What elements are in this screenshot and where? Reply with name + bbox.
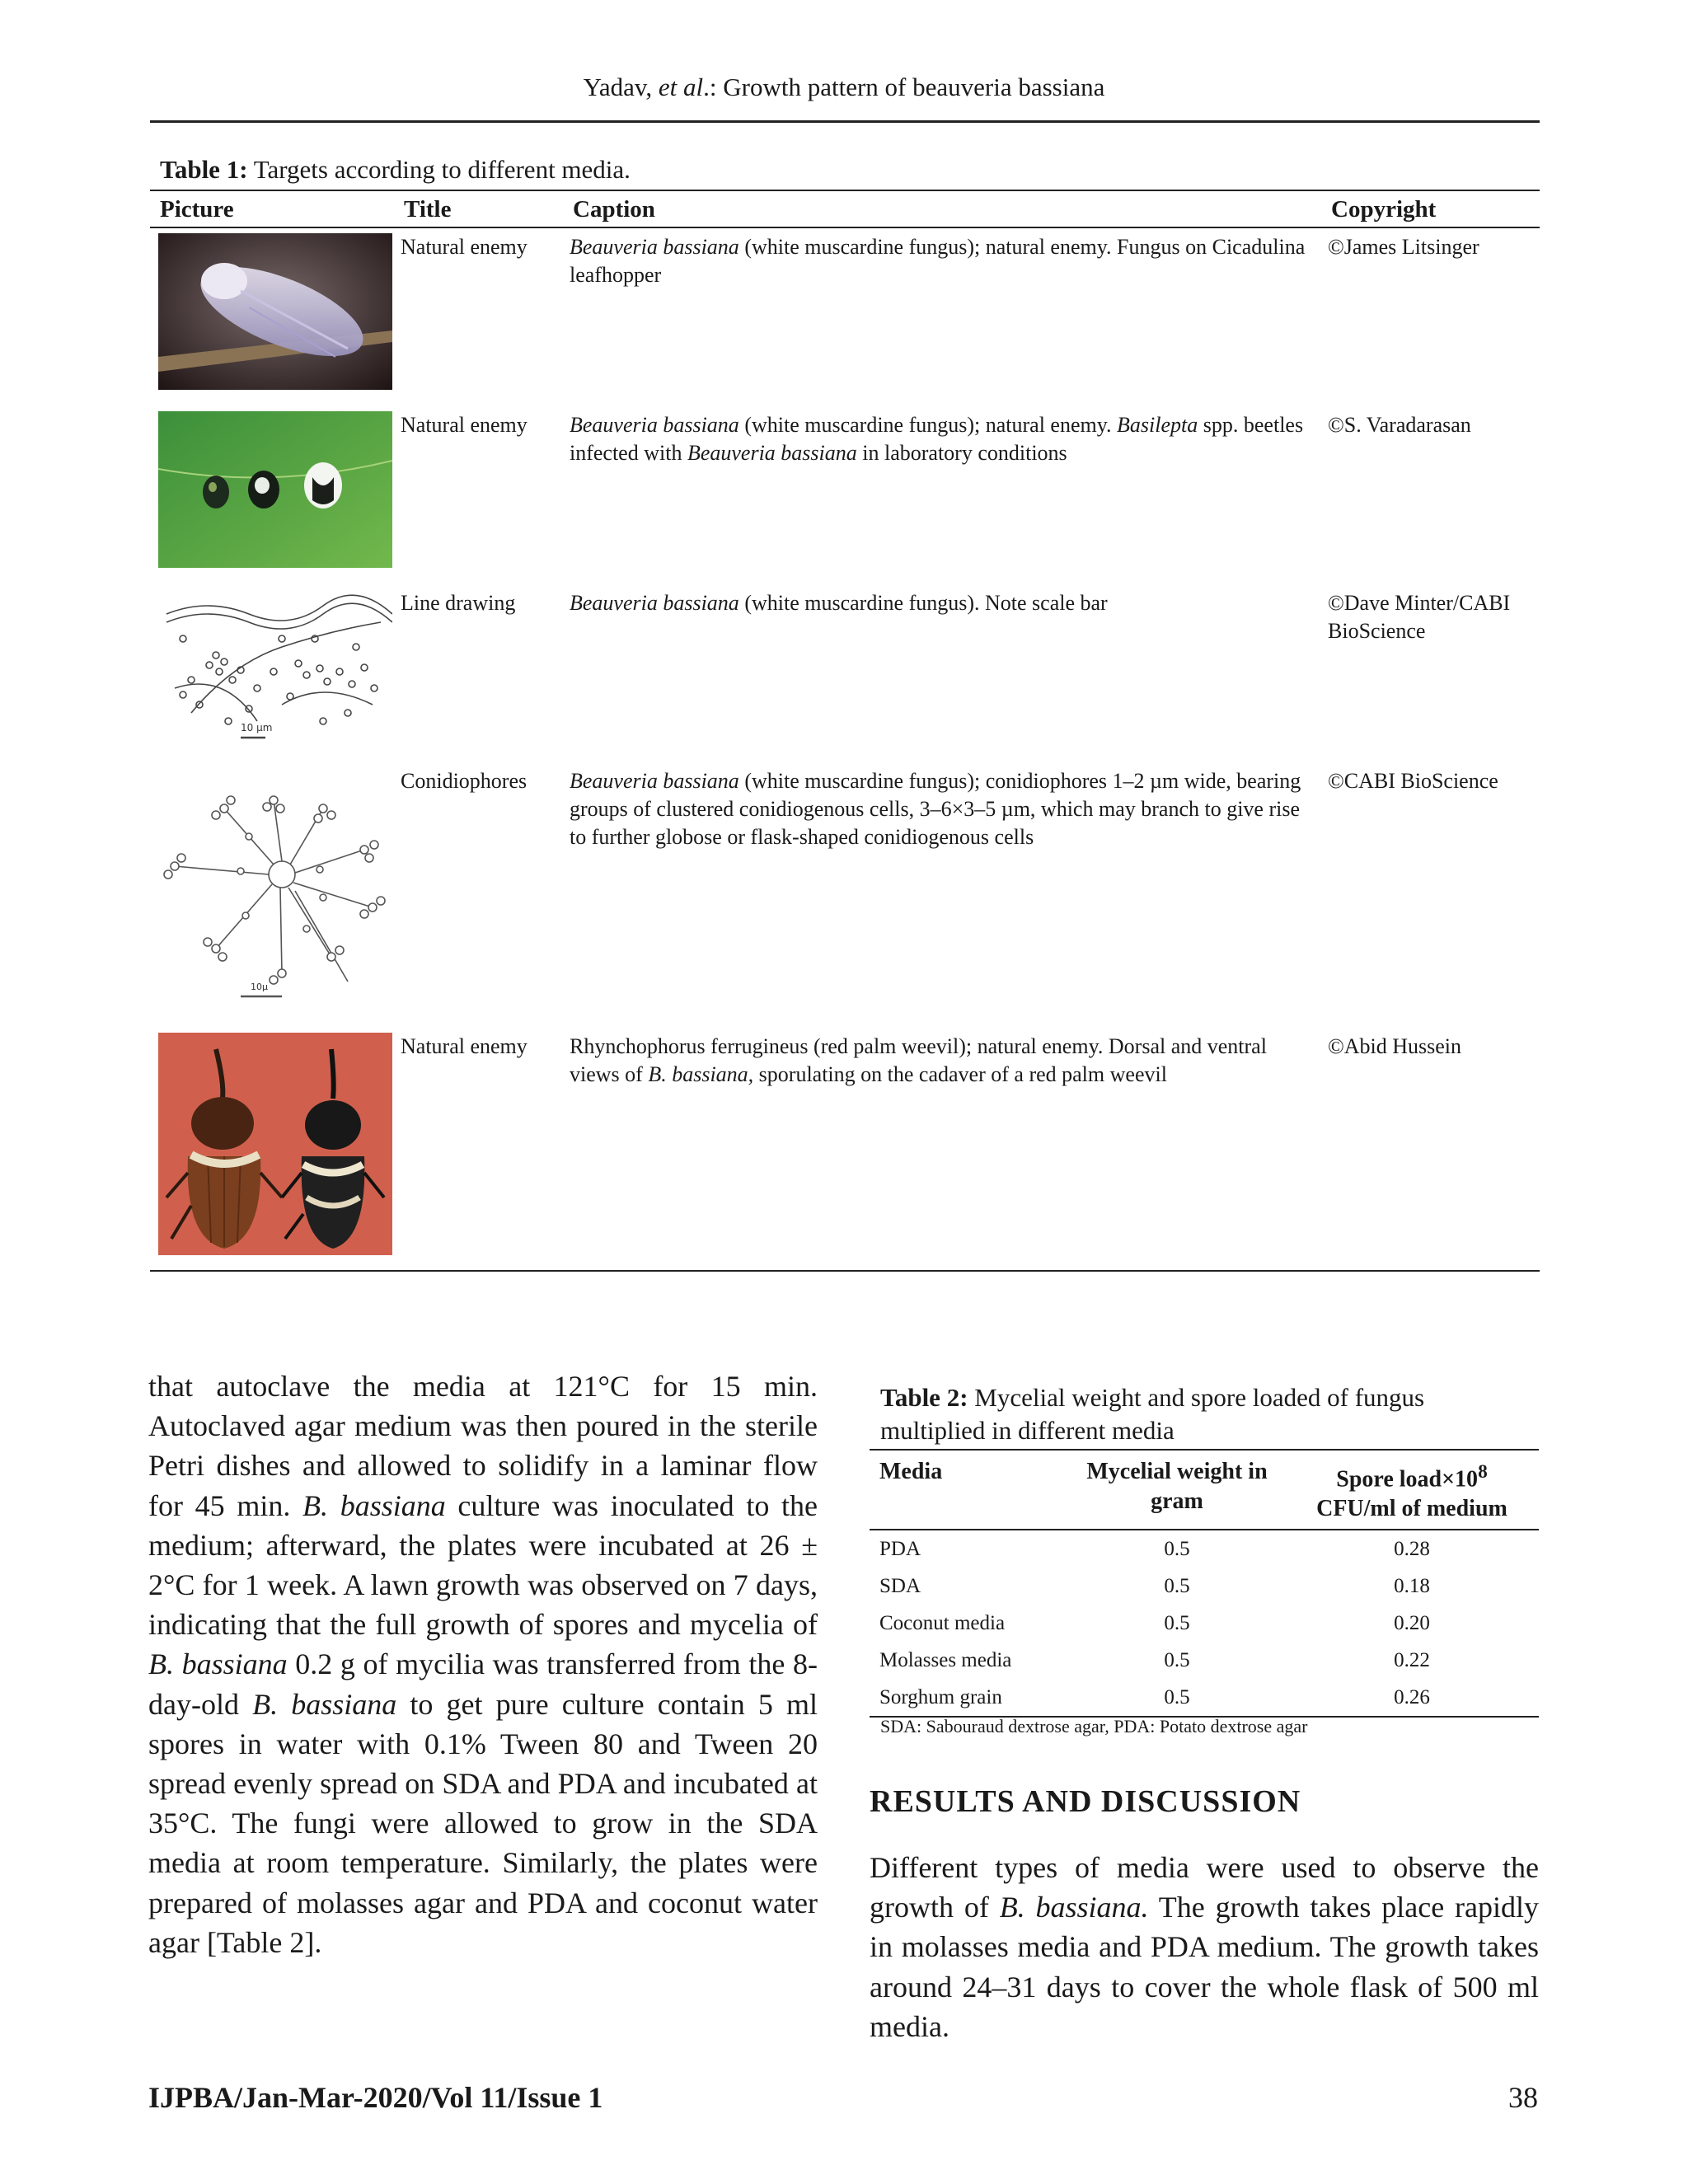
table-row [150,762,1540,1028]
weight-cell: 0.5 [1069,1679,1283,1717]
table2 [870,1449,1539,1718]
spore-cell: 0.22 [1394,1648,1430,1671]
italic-term: Beauveria bassiana [570,769,739,793]
italic-term: Beauveria bassiana [570,413,739,437]
table1-col-title: Title [394,190,563,227]
media-cell: Coconut media [879,1611,1006,1634]
table1-row-copyright: ©Abid Hussein [1321,1028,1540,1271]
conidiophores-scale-label: 10µ [251,982,268,992]
media-cell: SDA [879,1574,921,1597]
table2-header-row [870,1450,1539,1530]
table-row [870,1530,1539,1568]
italic-term: Basilepta [1117,413,1198,437]
table1-row-caption [563,406,1321,584]
italic-term: Beauveria bassiana [687,441,857,465]
table1-col-caption: Caption [563,190,1321,227]
italic-term: B. bassiana [302,1488,446,1522]
text-run: culture was inoculated to the medium; afterward, the plates were incubated at 26 ± 2°C for 1 week. A lawn growth was observed on 7 days, indicating that the full growth of spores and mycelia of [148,1488,818,1642]
table1-row-title: Line drawing [401,591,516,615]
table1-header-row [150,190,1540,227]
journal-footer: IJPBA/Jan-Mar-2020/Vol 11/Issue 1 [148,2081,603,2114]
paragraph [870,1848,1539,2046]
text-run: 0.2 g of mycilia was transferred from the 8-day-old [148,1647,818,1721]
text-run: The growth takes place rapidly in molasses media and PDA medium. The growth takes around 24–31 days to cover the whole flask of 500 ml media. [870,1891,1540,2043]
table1-row-title: Natural enemy [401,235,528,259]
paragraph [148,1366,818,1962]
spore-cell: 0.18 [1394,1574,1430,1597]
running-header: Yadav, et al.: Growth pattern of beauveria bassiana [583,73,1105,101]
table-row [150,1028,1540,1271]
text-run: Rhynchophorus ferrugineus (red palm weevil); natural enemy. Dorsal and ventral views of [570,1034,1267,1086]
text-run: spp. beetles infected with [570,413,1304,465]
conidiophores-drawing [158,767,392,1006]
weight-cell: 0.5 [1164,1574,1190,1597]
media-cell: Molasses media [879,1648,1012,1671]
table1-row-caption [563,584,1321,762]
italic-term: B. bassiana, [648,1062,754,1086]
table2-col-weight: Mycelial weight in gram [1069,1450,1283,1530]
table2-footnote: SDA: Sabouraud dextrose agar, PDA: Potato dextrose agar [880,1716,1308,1736]
text-run: sporulating on the cadaver of a red palm weevil [753,1062,1167,1086]
body-text-right [870,1848,1539,2046]
line-drawing [158,589,392,746]
table1-title: Table 1: Targets according to different media. [160,155,631,184]
table1-row-copyright: ©S. Varadarasan [1328,413,1471,437]
table1-row-copyright: ©Dave Minter/CABI BioScience [1328,591,1511,643]
table1-col-copyright: Copyright [1321,190,1540,227]
table1-row-title: Conidiophores [401,769,528,793]
table-row [150,584,1540,762]
text-run: to get pure culture contain 5 ml spores in water with 0.1% Tween 80 and Tween 20 spread evenly spread on SDA and PDA and incubated at 35°C. The fungi were allowed to grow in the SDA media at room temperature. Similarly, the plates were prepared of molasses agar and PDA and coconut water agar [Table 2]. [148,1687,818,1959]
table1-row-caption [563,1028,1321,1271]
red-palm-weevil-photo [158,1033,392,1255]
table2-title: Table 2: Mycelial weight and spore loaded of fungus multiplied in different media [880,1383,1425,1445]
table1-row-copyright: ©James Litsinger [1328,235,1479,259]
text-run: in laboratory conditions [856,441,1067,465]
table-row [150,227,1540,406]
text-run: (white muscardine fungus). Note scale bar [738,591,1108,615]
text-run: (white muscardine fungus); natural enemy. Fungus on Cicadulina leafhopper [570,235,1306,287]
table1-row-caption [563,227,1321,406]
page-number: 38 [1508,2081,1538,2114]
table-row [870,1568,1539,1605]
weight-cell: 0.5 [1164,1648,1190,1671]
table2-col-spore: Spore $load\times 10^8$ CFU/ml of medium [1283,1450,1539,1530]
media-cell: Sorghum grain [870,1679,1069,1717]
italic-term: B. bassiana. [999,1891,1149,1924]
section-heading: RESULTS AND DISCUSSION [870,1784,1301,1819]
leafhopper-photo [158,233,392,390]
spore-cell: 0.28 [1394,1537,1430,1560]
spore-cell: 0.20 [1394,1611,1430,1634]
table-row [870,1679,1539,1717]
header-rule [150,120,1540,123]
table-row [870,1642,1539,1679]
table1-row-copyright: ©CABI BioScience [1328,769,1498,793]
table2-col-media: Media [870,1450,1069,1530]
weight-cell: 0.5 [1164,1611,1190,1634]
media-cell: PDA [879,1537,921,1560]
table-row [870,1605,1539,1642]
text-run: (white muscardine fungus); conidiophores 1–2 µm wide, bearing groups of clustered conidiogenous cells, 3–6×3–5 µm, which may branch to give rise to further globose or flask-shaped conidiogenous cells [570,769,1301,849]
text-run: Different types of media were used to observe the growth of [870,1851,1539,1924]
table1-row-title: Natural enemy [401,413,528,437]
line-drawing-scale-label: 10 µm [241,722,273,733]
body-text-left [148,1366,818,1962]
table1-col-picture: Picture [150,190,394,227]
italic-term: Beauveria bassiana [570,235,739,259]
spore-cell: 0.26 [1283,1679,1539,1717]
beetles-on-leaf-photo [158,411,392,568]
table-row [150,406,1540,584]
text-run: (white muscardine fungus); natural enemy. [738,413,1118,437]
table1-row-title: Natural enemy [394,1028,563,1271]
italic-term: B. bassiana [148,1647,288,1681]
italic-term: Beauveria bassiana [570,591,739,615]
text-run: that autoclave the media at 121°C for 15 min. Autoclaved agar medium was then poured in the sterile Petri dishes and allowed to solidify in a laminar flow for 45 min. [148,1370,818,1522]
weight-cell: 0.5 [1164,1537,1190,1560]
italic-term: B. bassiana [252,1687,397,1721]
table1-row-caption [563,762,1321,1028]
table1 [150,190,1540,1272]
